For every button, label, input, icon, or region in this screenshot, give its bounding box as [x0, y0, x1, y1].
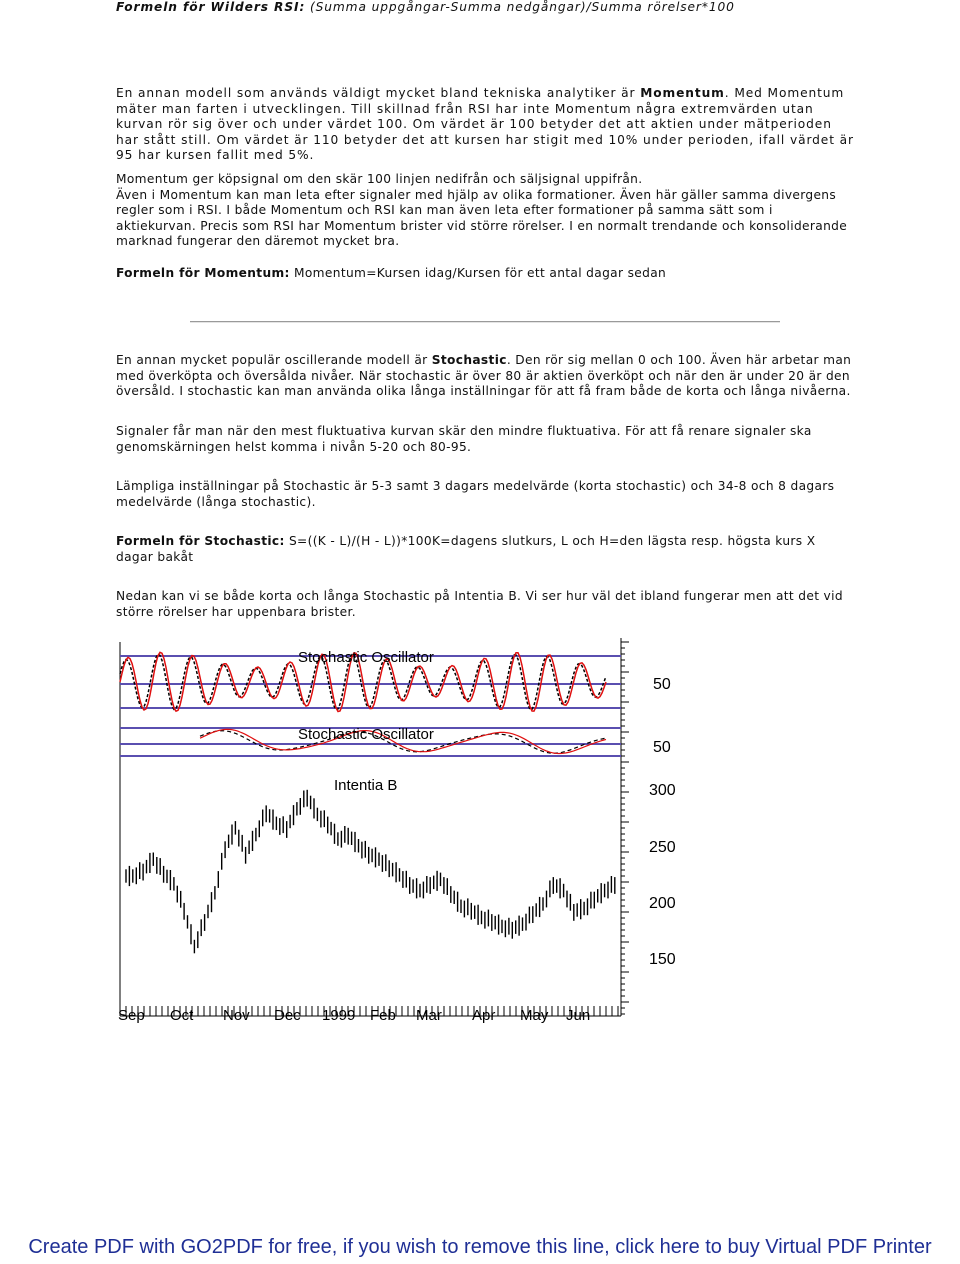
momentum-intro-paragraph — [116, 86, 856, 164]
price-tick-200: 200 — [649, 895, 676, 912]
momentum-signals-paragraph — [116, 172, 856, 250]
rsi-formula-line — [116, 0, 856, 16]
x-label-sep: Sep — [118, 1007, 145, 1024]
momentum-formula-text: Momentum=Kursen idag/Kursen för ett antal dagar sedan — [289, 266, 667, 280]
stochastic-intro-text-1: En annan mycket populär oscillerande modell är — [116, 353, 432, 367]
pdf-printer-footer-link[interactable]: Create PDF with GO2PDF for free, if you wish to remove this line, click here to buy Virtual PDF Printer — [28, 1236, 932, 1258]
stochastic-intro-text-2: . Den rör sig mellan 0 och 100. Även här arbetar man med överköpta och översålda nivåer. När stochastic är över 80 är aktien överköpt och när den är under 20 är den översåld. I stochastic kan man använda olika långa inställningar för att få fram både de korta och långa nivåerna. — [116, 353, 852, 399]
x-label-may: May — [520, 1007, 549, 1024]
stochastic-formula-line — [116, 534, 856, 565]
x-axis-labels — [118, 1007, 590, 1024]
momentum-formula-label: Formeln för Momentum: — [116, 266, 290, 280]
price-tick-300: 300 — [649, 782, 676, 799]
momentum-signals-line-2: Även i Momentum kan man leta efter signaler med hjälp av olika formationer. Även här gäller samma divergens regler som i RSI. I både Momentum och RSI kan man även leta efter formationer på samma sätt som i aktiekurvan. Precis som RSI har Momentum brister vid större rörelser. I en normalt trendande och konsoliderande marknad fungerar den däremot mycket bra. — [116, 187, 848, 249]
price-tick-250: 250 — [649, 839, 676, 856]
price-title: Intentia B — [334, 777, 398, 794]
x-label-mar: Mar — [416, 1007, 442, 1024]
rsi-formula-label: Formeln för Wilders RSI: — [116, 0, 306, 14]
rsi-formula-text: (Summa uppgångar-Summa nedgångar)/Summa rörelser*100 — [305, 0, 735, 14]
price-tick-150: 150 — [649, 951, 676, 968]
x-label-nov: Nov — [223, 1007, 250, 1024]
stochastic-intro-paragraph — [116, 353, 856, 400]
stoch2-tick-50: 50 — [653, 739, 671, 756]
stochastic-term: Stochastic — [431, 353, 507, 367]
x-label-apr: Apr — [472, 1007, 496, 1024]
chart-intro-paragraph: Nedan kan vi se både korta och långa Stochastic på Intentia B. Vi ser hur väl det ibland fungerar men att det vid större rörelser har uppenbara brister. — [116, 589, 843, 619]
stochastic-title-2: Stochastic Oscillator — [298, 726, 434, 743]
momentum-term: Momentum — [640, 86, 725, 100]
x-label-1999: 1999 — [322, 1007, 356, 1024]
stochastic-settings-paragraph: Lämpliga inställningar på Stochastic är 5-3 samt 3 dagars medelvärde (korta stochastic) och 34-8 och 8 dagars medelvärde (långa stochastic). — [116, 479, 835, 509]
stochastic-title-1: Stochastic Oscillator — [298, 649, 434, 666]
x-label-jun: Jun — [566, 1007, 591, 1024]
x-label-oct: Oct — [170, 1007, 194, 1024]
stochastic-signals-paragraph: Signaler får man när den mest fluktuativa kurvan skär den mindre fluktuativa. För att få renare signaler ska genomskärningen helst komma i nivån 5-20 och 80-95. — [116, 424, 812, 454]
momentum-signals-line-1: Momentum ger köpsignal om den skär 100 linjen nedifrån och säljsignal uppifrån. — [116, 172, 643, 186]
momentum-intro-text-2: . Med Momentum mäter man farten i utvecklingen. Till skillnad från RSI har inte Momentum några extremvärden utan kurvan rör sig över och under värdet 100. Om värdet är 100 betyder det att aktien under mätperioden har stått still. Om värdet är 110 betyder det att kursen har stigit med 10% under perioden, ifall värdet är 95 har kursen fallit med 5%. — [116, 86, 854, 163]
stochastic-formula-text: S=((K - L)/(H - L))*100K=dagens slutkurs, L och H=den lägsta resp. högsta kurs X dagar bakåt — [116, 534, 816, 564]
section-divider — [190, 321, 780, 323]
intentia-stochastic-chart — [116, 636, 696, 1028]
stochastic-formula-label: Formeln för Stochastic: — [116, 534, 285, 548]
stoch1-tick-50: 50 — [653, 676, 671, 693]
axis-ticks — [120, 642, 629, 1016]
momentum-formula-line — [116, 266, 856, 282]
chart-frame — [120, 638, 621, 1016]
momentum-intro-text-1: En annan modell som används väldigt mycket bland tekniska analytiker är — [116, 86, 641, 100]
x-label-feb: Feb — [370, 1007, 396, 1024]
price-bars-panel — [126, 790, 615, 954]
x-label-dec: Dec — [274, 1007, 301, 1024]
